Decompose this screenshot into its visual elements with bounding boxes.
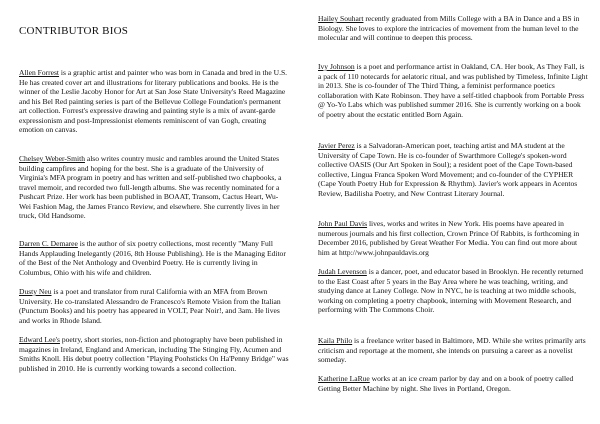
bio-text: poetry, short stories, non-fiction and photography have been published in magazines in Ireland, England and American, including The Stinging Fly, Acumen and Smiths Knoll. His debut poetry collection "Playing Poohsticks On Ha'Penny Bridge" was published in 2010. He is currently working towards a second collection. [19, 335, 289, 373]
bio-katherine-larue [318, 374, 588, 393]
bio-text: is a poet and translator from rural California with an MFA from Brown University. He co-translated Alessandro de Francesco's Remote Vision from the Italian (Punctum Books) and his poetry has appeared in VOLT, Pear Noir!, and 3am. He lives and works in Rhode Island. [19, 287, 281, 325]
bio-hailey-souhart [318, 14, 588, 43]
bio-name: Javier Perez [318, 141, 355, 150]
bio-ivy-johnson [318, 62, 588, 119]
bio-name: John Paul Davis [318, 219, 368, 228]
bio-name: Edward Lee's [19, 335, 60, 344]
bio-allen-forrest [19, 68, 290, 135]
bio-text: is a freelance writer based in Baltimore, MD. While she writes primarily arts criticism and reportage at the moment, she intends on pursuing a career as a novelist someday. [318, 336, 586, 365]
bio-text: is a Salvadoran-American poet, teaching artist and MA student at the University of Cape Town. He is co-founder of Swarthmore College's spoken-word collective OASIS (Our Art Spoken in Soul); a resident poet of the Cape Town-based collective, Lingua Franca Spoken Word Movement; and co-founder of the CYPHER (Cape Youth Poetry Hub for Expression & Rhythm). Javier's work appears in Acentos Review, Badilisha Poetry, and New Contrast Literary Journal. [318, 141, 578, 198]
bio-name: Darren C. Demaree [19, 239, 78, 248]
bio-name: Kaila Philo [318, 336, 353, 345]
bio-kaila-philo [318, 336, 588, 365]
bio-text: is a graphic artist and painter who was born in Canada and bred in the U.S. He has created cover art and illustrations for literary publications and books. He is the winner of the Leslie Jacoby Honor for Art at San Jose State University's Reed Magazine and his Bel Red painting series is part of the Bellevue College Foundation's permanent art collection. Forrest's expressive drawing and painting style is a mix of avant-garde expressionism and post-Impressionist elements reminiscent of van Gogh, creating emotion on canvas. [19, 68, 288, 135]
bio-name: Judah Levenson [318, 267, 367, 276]
bio-text: also writes country music and rambles around the United States building campfires and hoping for the best. She is a graduate of the University of Virginia's MFA program in poetry and has written and self-published two chapbooks, a travel memoir, and recorded two full-length albums. She was recently nominated for a Pushcart Prize. Her work has been published in BOAAT, Transom, Cactus Heart, Wu-Wei Fashion Mag, the James Franco Review, and elsewhere. She currently lives in her truck, Old Handsome. [19, 154, 282, 221]
bio-javier-perez [318, 141, 588, 198]
bio-dusty-neu [19, 287, 290, 325]
bio-name: Dusty Neu [19, 287, 52, 296]
bio-text: lives, works and writes in New York. His poems have apeared in numerous journals and his first collection, Crown Prince Of Rabbits, is forthcoming in December 2016, published by Great Weather For Media. You can find out more about him at http://www.johnpauldavis.org [318, 219, 580, 257]
bio-text: is a poet and performance artist in Oakland, CA. Her book, As They Fall, is a pack of 110 notecards for aelatoric ritual, and was published by Timeless, Infinite Light in 2013. She is co-founder of The Third Thing, a feminist performance poetics collaboration with Kate Robinson. They have a self-titled chapbook from Portable Press @ Yo-Yo Labs which was published summer 2016. She is currently working on a book of poetry about the ecstatic entitled Born Again. [318, 62, 588, 119]
bio-text: is a dancer, poet, and educator based in Brooklyn. He recently returned to the East Coast after 5 years in the Bay Area where he was teaching, writing, and studying dance at Laney College. Now in NYC, he is teaching at two middle schools, working on completing a poetry chapbook, interning with Movement Research, and performing with The Commons Choir. [318, 267, 584, 315]
bio-edward-lee [19, 335, 290, 373]
bio-name: Katherine LaRue [318, 374, 370, 383]
bio-john-paul-davis [318, 219, 588, 257]
bio-judah-levenson [318, 267, 588, 315]
bio-text: is the author of six poetry collections, most recently "Many Full Hands Applauding Inelegantly (2016, 8th House Publishing). He is the Managing Editor of the Best of the Net Anthology and Ovenbird Poetry. He is currently living in Columbus, Ohio with his wife and children. [19, 239, 286, 277]
page-title: CONTRIBUTOR BIOS [19, 25, 129, 37]
bio-name: Ivy Johnson [318, 62, 355, 71]
bio-text: works at an ice cream parlor by day and on a book of poetry called Getting Better Machine by night. She lives in Portland, Oregon. [318, 374, 574, 393]
bio-text: recently graduated from Mills College with a BA in Dance and a BS in Biology. She loves to explore the intricacies of movement from the human level to the molecular and will continue to deepen this process. [318, 14, 580, 43]
bio-name: Chelsey Weber-Smith [19, 154, 85, 163]
bio-darren-demaree [19, 239, 290, 277]
bio-name: Hailey Souhart [318, 14, 364, 23]
bio-name: Allen Forrest [19, 68, 60, 77]
bio-chelsey-weber-smith [19, 154, 290, 221]
